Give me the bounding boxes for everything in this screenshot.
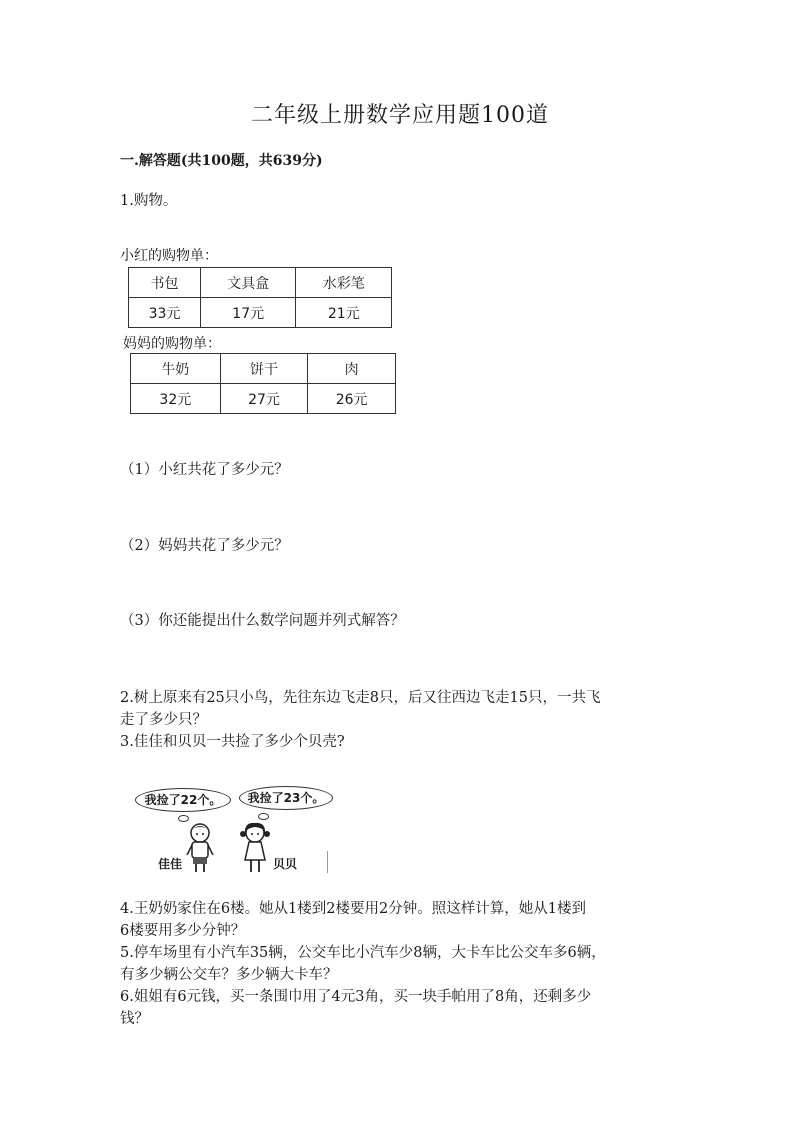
table-cell: 17元	[200, 298, 296, 328]
question-6-line-1: 6.姐姐有6元钱，买一条围巾用了4元3角，买一块手帕用了8角，还剩多少	[120, 989, 592, 1005]
question-3: 3.佳佳和贝贝一共捡了多少个贝壳?	[120, 734, 345, 750]
question-1-sub-1: （1）小红共花了多少元？	[120, 462, 289, 478]
table-cell: 肉	[308, 354, 396, 384]
question-5-line-2: 有多少辆公交车？多少辆大卡车？	[120, 967, 338, 983]
table-cell: 文具盒	[200, 268, 296, 298]
divider	[327, 851, 328, 873]
question-4-line-2: 6楼要用多少分钟？	[120, 923, 246, 939]
table-row	[129, 298, 392, 328]
speech-bubble-left: 我捡了22个。	[135, 788, 231, 812]
table-cell: 牛奶	[131, 354, 221, 384]
thought-dot-icon	[258, 813, 269, 820]
question-2-line-1: 2.树上原来有25只小鸟，先往东边飞走8只，后又往西边飞走15只，一共飞	[120, 690, 601, 706]
question-1-sub-2: （2）妈妈共花了多少元？	[120, 538, 289, 554]
question-2-line-2: 走了多少只？	[120, 712, 207, 728]
thought-dot-icon	[178, 815, 189, 822]
table-cell: 饼干	[220, 354, 308, 384]
speech-bubble-right: 我捡了23个。	[239, 786, 333, 810]
question-1: 1.购物。	[120, 193, 178, 209]
table-cell: 26元	[308, 384, 396, 414]
xiaohong-list-label: 小红的购物单：	[120, 248, 218, 264]
table-row	[129, 268, 392, 298]
table-cell: 33元	[129, 298, 201, 328]
table-row	[131, 354, 396, 384]
mama-shopping-table	[130, 353, 396, 414]
xiaohong-shopping-table	[128, 267, 392, 328]
question-4-line-1: 4.王奶奶家住在6楼。她从1楼到2楼要用2分钟。照这样计算，她从1楼到	[120, 901, 586, 917]
question-6-line-2: 钱？	[120, 1011, 149, 1027]
name-jiajia: 佳佳	[158, 857, 183, 871]
table-cell: 书包	[129, 268, 201, 298]
page-title: 二年级上册数学应用题100道	[251, 103, 549, 128]
table-cell: 21元	[296, 298, 392, 328]
name-beibei: 贝贝	[273, 857, 298, 871]
mama-list-label: 妈妈的购物单：	[123, 336, 221, 352]
question-5-line-1: 5.停车场里有小汽车35辆，公交车比小汽车少8辆，大卡车比公交车多6辆，	[120, 945, 606, 961]
question-1-sub-3: （3）你还能提出什么数学问题并列式解答？	[120, 613, 405, 629]
table-row	[131, 384, 396, 414]
section-heading: 一.解答题(共100题，共639分)	[120, 153, 323, 169]
table-cell: 27元	[220, 384, 308, 414]
table-cell: 水彩笔	[296, 268, 392, 298]
table-cell: 32元	[131, 384, 221, 414]
girl-illustration	[238, 822, 272, 874]
boy-illustration	[182, 822, 218, 874]
